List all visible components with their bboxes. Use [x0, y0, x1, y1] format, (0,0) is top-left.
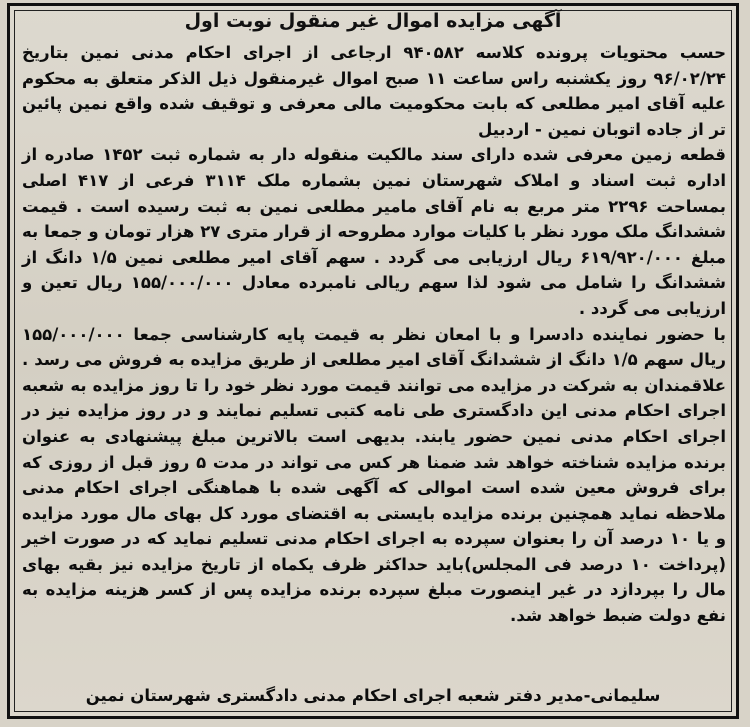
notice-body	[22, 40, 726, 629]
notice-frame	[7, 3, 739, 719]
notice-paragraph-intro: حسب محتویات پرونده کلاسه ۹۴۰۵۸۲ ارجاعی از اجرای احکام مدنی نمین بتاریخ ۹۶/۰۲/۲۴ روز یکشنبه راس ساعت ۱۱ صبح اموال غیرمنقول ذیل الذکر متعلق به محکوم علیه آقای امیر مطلعی که بابت محکومیت مالی معرفی و توقیف شده واقع نمین پائین تر از جاده اتوبان نمین - اردبیل	[22, 43, 726, 139]
notice-paragraph-terms: با حضور نماینده دادسرا و با امعان نظر به قیمت پایه کارشناسی جمعا ۱۵۵/۰۰۰/۰۰۰ ریال سهم ۱/۵ دانگ از ششدانگ آقای امیر مطلعی از طریق مزایده به فروش می رسد . علاقمندان به شرکت در مزایده می توانند قیمت مورد نظر خود را تا روز مزایده به شعبه اجرای احکام مدنی این دادگستری طی نامه کتبی تسلیم نمایند و در روز مزایده نیز در اجرای احکام مدنی نمین حضور یابند. بدیهی است بالاترین مبلغ پیشنهادی به عنوان برنده مزایده شناخته خواهد شد ضمنا هر کس می تواند در مدت ۵ روز قبل از روزی که برای فروش معین شده است اموالی که آگهی شده با هماهنگی اجرای احکام مدنی ملاحظه نماید همچنین برنده مزایده بایستی به اقتضای مورد کل بهای مال مورد مزایده و یا ۱۰ درصد آن را بعنوان سپرده به اجرای احکام مدنی تسلیم نماید که در صورت اخیر (پرداخت ۱۰ درصد فی المجلس)باید حداکثر ظرف یکماه از تاریخ مزایده نیز بقیه بهای مال را بپردازد در غیر اینصورت مبلغ سپرده برنده مزایده پس از کسر هزینه مزایده به نفع دولت ضبط خواهد شد.	[22, 324, 726, 626]
notice-paragraph-property: قطعه زمین معرفی شده دارای سند مالکیت منقوله دار به شماره ثبت ۱۴۵۲ صادره از اداره ثبت اسناد و املاک شهرستان نمین بشماره ملک ۳۱۱۴ فرعی از ۴۱۷ اصلی بمساحت ۲۲۹۶ متر مربع به نام آقای مامیر مطلعی نمین به ثبت رسیده است . قیمت ششدانگ ملک مورد نظر با کلیات موارد مطروحه از قرار متری ۲۷ هزار تومان و جمعا به مبلغ ۶۱۹/۹۲۰/۰۰۰ ریال ارزیابی می گردد . سهم آقای امیر مطلعی نمین ۱/۵ دانگ از ششدانگ را شامل می شود لذا سهم ریالی نامبرده معادل ۱۵۵/۰۰۰/۰۰۰ ریال تعین و ارزیابی می گردد .	[22, 145, 727, 318]
notice-signature: سلیمانی-مدیر دفتر شعبه اجرای احکام مدنی دادگستری شهرستان نمین	[85, 686, 661, 705]
notice-title: آگهی مزایده اموال غیر منقول نوبت اول	[184, 10, 562, 32]
